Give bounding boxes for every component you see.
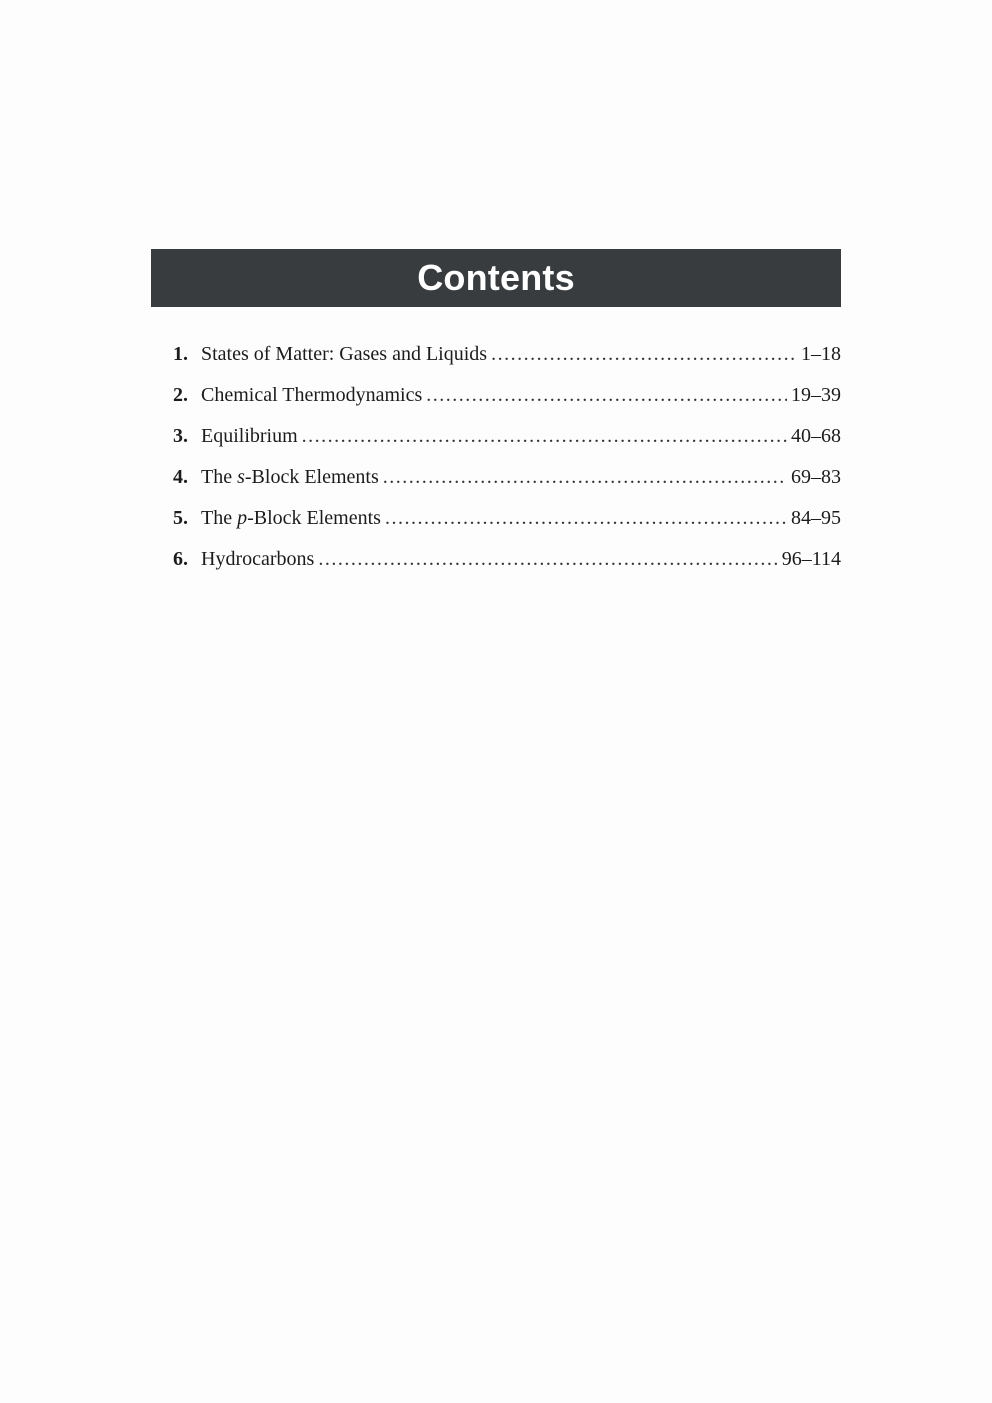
toc-entry[interactable]	[173, 343, 841, 384]
toc-leader-dots	[491, 343, 797, 366]
toc-entry-pages: 19–39	[791, 384, 841, 406]
toc-leader-dots	[385, 507, 787, 530]
toc-entry-pages: 40–68	[791, 425, 841, 447]
toc-entry-number: 4.	[173, 466, 188, 488]
toc-entry[interactable]	[173, 507, 841, 548]
toc-leader-dots	[383, 466, 787, 489]
toc-entry-title: States of Matter: Gases and Liquids	[201, 343, 488, 365]
table-of-contents	[173, 343, 841, 589]
toc-leader-dots	[426, 384, 787, 407]
toc-entry-title: The p-Block Elements	[201, 507, 381, 529]
toc-entry-number: 2.	[173, 384, 188, 406]
contents-heading: Contents	[417, 257, 575, 298]
toc-entry-title: Hydrocarbons	[201, 548, 315, 570]
toc-entry-pages: 1–18	[801, 343, 841, 365]
toc-entry-title: Equilibrium	[201, 425, 298, 447]
toc-entry-pages: 96–114	[781, 548, 841, 570]
toc-entry[interactable]	[173, 548, 841, 589]
toc-entry-number: 6.	[173, 548, 188, 570]
toc-entry-number: 5.	[173, 507, 188, 529]
toc-leader-dots	[318, 548, 777, 571]
toc-entry-pages: 69–83	[791, 466, 841, 488]
toc-entry-number: 1.	[173, 343, 188, 365]
toc-entry[interactable]	[173, 466, 841, 507]
toc-entry-number: 3.	[173, 425, 188, 447]
contents-heading-banner	[151, 249, 841, 307]
toc-entry-title: The s-Block Elements	[201, 466, 379, 488]
toc-entry[interactable]	[173, 384, 841, 425]
toc-leader-dots	[302, 425, 787, 448]
toc-entry[interactable]	[173, 425, 841, 466]
toc-entry-pages: 84–95	[791, 507, 841, 529]
toc-entry-title: Chemical Thermodynamics	[201, 384, 423, 406]
